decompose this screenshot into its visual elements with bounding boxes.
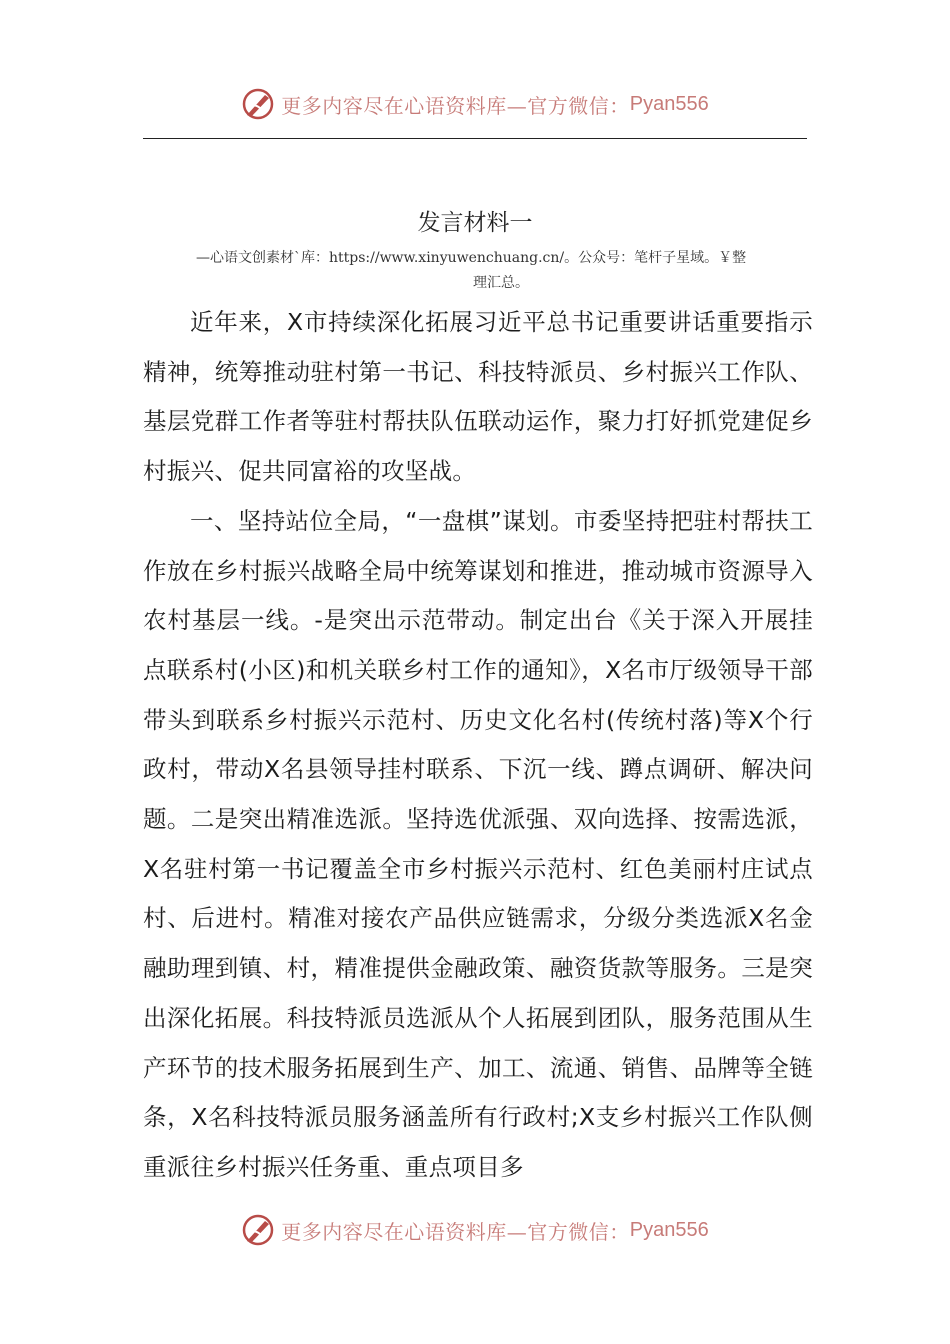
watermark-wechat-id: Pyan556	[629, 92, 709, 115]
source-note	[196, 246, 806, 296]
pen-logo-icon	[241, 87, 275, 121]
watermark-wechat-id: Pyan556	[629, 1218, 709, 1241]
header-rule	[143, 138, 807, 139]
document-title: 发言材料一	[417, 210, 533, 236]
watermark-banner-bottom	[0, 1210, 950, 1250]
source-note-line2: 理汇总。	[473, 275, 529, 291]
pen-logo-icon	[241, 1213, 275, 1247]
paragraph-section-one: 一、坚持站位全局，“一盘棋”谋划。市委坚持把驻村帮扶工作放在乡村振兴战略全局中统筹谋划和推进，推动城市资源导入农村基层一线。-是突出示范带动。制定出台《关于深入开展挂点联系村(小区)和机关联乡村工作的通知》，X名市厅级领导干部带头到联系乡村振兴示范村、历史文化名村(传统村落)等X个行政村，带动X名县领导挂村联系、下沉一线、蹲点调研、解决问题。二是突出精准选派。坚持选优派强、双向选择、按需选派，X名驻村第一书记覆盖全市乡村振兴示范村、红色美丽村庄试点村、后进村。精准对接农产品供应链需求，分级分类选派X名金融助理到镇、村，精准提供金融政策、融资货款等服务。三是突出深化拓展。科技特派员选派从个人拓展到团队，服务范围从生产环节的技术服务拓展到生产、加工、流通、销售、品牌等全链条，X名科技特派员服务涵盖所有行政村;X支乡村振兴工作队侧重派往乡村振兴任务重、重点项目多	[143, 506, 813, 1181]
watermark-banner-top	[0, 84, 950, 124]
watermark-text: 更多内容尽在心语资料库—官方微信：	[281, 93, 630, 118]
document-body	[143, 298, 813, 1193]
source-note-line1: —心语文创素材`库：https://www.xinyuwenchuang.cn/。公众号：笔杆子星域。￥整	[196, 250, 747, 266]
paragraph-intro: 近年来，X市持续深化拓展习近平总书记重要讲话重要指示精神，统筹推动驻村第一书记、科技特派员、乡村振兴工作队、基层党群工作者等驻村帮扶队伍联动运作，聚力打好抓党建促乡村振兴、促共同富裕的攻坚战。	[143, 308, 813, 486]
watermark-text: 更多内容尽在心语资料库—官方微信：	[281, 1219, 630, 1244]
